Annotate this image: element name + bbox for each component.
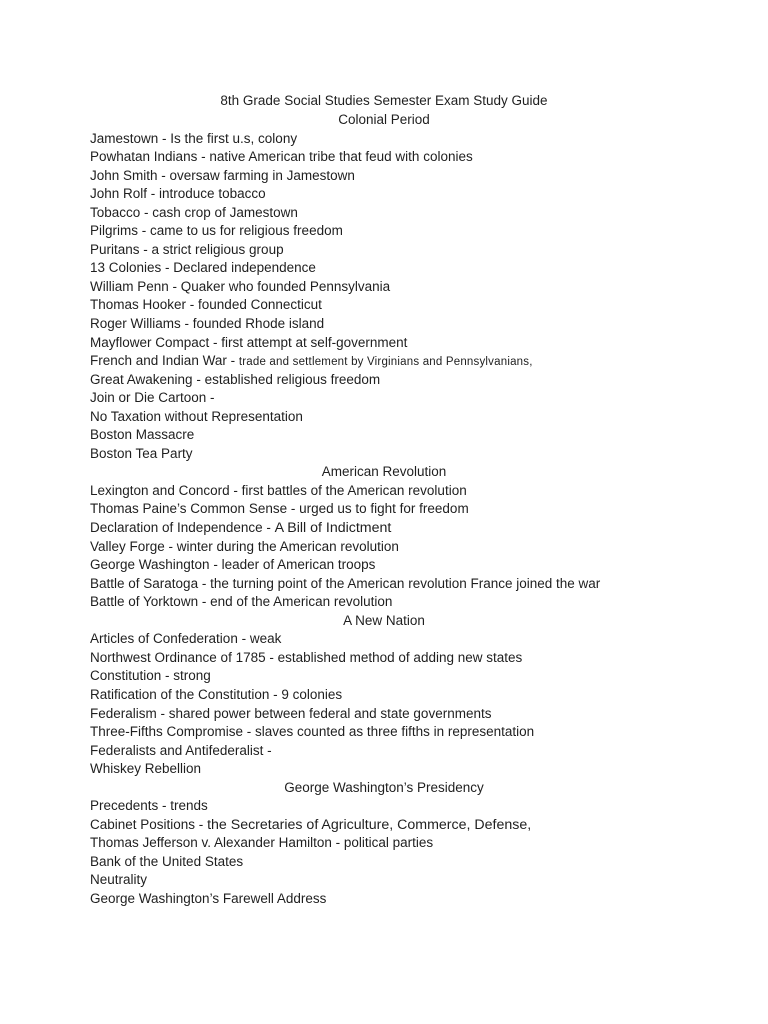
guide-line: [90, 371, 750, 390]
line-text: Mayflower Compact - first attempt at self-government: [90, 334, 408, 350]
guide-line: [90, 723, 750, 742]
guide-line: [90, 816, 750, 835]
guide-line: [90, 426, 750, 445]
guide-line: [90, 204, 750, 223]
line-text: Boston Tea Party: [90, 445, 193, 461]
guide-line: [90, 797, 750, 816]
line-text: Three-Fifths Compromise - slaves counted as three fifths in representation: [90, 724, 535, 740]
guide-line: [90, 130, 750, 149]
line-text: French and Indian War -: [90, 353, 239, 369]
line-text: Federalism - shared power between federal and state governments: [90, 705, 492, 721]
line-text: Roger Williams - founded Rhode island: [90, 316, 325, 332]
line-text: Thomas Hooker - founded Connecticut: [90, 297, 322, 313]
line-text: Pilgrims - came to us for religious freedom: [90, 223, 343, 239]
line-text: Battle of Saratoga - the turning point of the American revolution France joined the war: [90, 575, 601, 591]
line-text: Articles of Confederation - weak: [90, 631, 282, 647]
guide-line: [90, 296, 750, 315]
line-text: John Rolf - introduce tobacco: [90, 186, 266, 202]
line-text: Northwest Ordinance of 1785 - established method of adding new states: [90, 649, 523, 665]
guide-line: [90, 259, 750, 278]
guide-line: [90, 519, 750, 538]
line-text: Boston Massacre: [90, 427, 195, 443]
line-text: A New Nation: [343, 612, 425, 628]
line-text: William Penn - Quaker who founded Pennsylvania: [90, 278, 391, 294]
guide-line: [90, 760, 750, 779]
line-text: Join or Die Cartoon -: [90, 390, 215, 406]
line-text: No Taxation without Representation: [90, 408, 303, 424]
guide-line: [90, 705, 750, 724]
line-text: Battle of Yorktown - end of the American revolution: [90, 594, 393, 610]
line-text: Lexington and Concord - first battles of the American revolution: [90, 482, 467, 498]
guide-line: [90, 593, 750, 612]
guide-line: [90, 871, 750, 890]
line-text: Thomas Paine’s Common Sense - urged us to fight for freedom: [90, 501, 469, 517]
study-guide-lines: [90, 111, 750, 909]
guide-line: [90, 445, 750, 464]
guide-line: [90, 742, 750, 761]
line-text: John Smith - oversaw farming in Jamestown: [90, 167, 355, 183]
line-text: Great Awakening - established religious freedom: [90, 371, 381, 387]
guide-line: [90, 185, 750, 204]
line-text: George Washington - leader of American troops: [90, 557, 376, 573]
guide-line: [90, 667, 750, 686]
line-text: Whiskey Rebellion: [90, 761, 202, 777]
guide-line: [90, 352, 750, 371]
line-text: Cabinet Positions -: [90, 816, 208, 832]
guide-line: [90, 556, 750, 575]
section-heading: [90, 779, 678, 798]
line-text: Ratification of the Constitution - 9 colonies: [90, 686, 343, 702]
line-detail-text: trade and settlement by Virginians and Pennsylvanians,: [238, 356, 533, 369]
guide-line: [90, 853, 750, 872]
line-detail-text: the Secretaries of Agriculture, Commerce, Defense,: [207, 816, 532, 833]
line-text: Puritans - a strict religious group: [90, 241, 284, 257]
guide-line: [90, 334, 750, 353]
line-text: Neutrality: [90, 872, 148, 888]
line-text: Federalists and Antifederalist -: [90, 742, 272, 758]
guide-line: [90, 389, 750, 408]
guide-line: [90, 649, 750, 668]
guide-line: [90, 630, 750, 649]
guide-line: [90, 315, 750, 334]
guide-line: [90, 408, 750, 427]
guide-line: [90, 538, 750, 557]
guide-line: [90, 834, 750, 853]
line-text: Bank of the United States: [90, 853, 244, 869]
guide-line: [90, 278, 750, 297]
line-text: George Washington’s Presidency: [284, 779, 484, 795]
line-text: George Washington’s Farewell Address: [90, 890, 327, 906]
guide-line: [90, 482, 750, 501]
guide-line: [90, 500, 750, 519]
line-detail-text: A Bill of Indictment: [274, 520, 392, 537]
line-text: Constitution - strong: [90, 668, 211, 684]
guide-line: [90, 890, 750, 909]
section-heading: [90, 463, 678, 482]
line-text: 13 Colonies - Declared independence: [90, 260, 316, 276]
line-text: Colonial Period: [338, 112, 430, 127]
line-text: American Revolution: [321, 464, 447, 480]
guide-line: [90, 686, 750, 705]
line-text: Powhatan Indians - native American tribe that feud with colonies: [90, 149, 473, 165]
line-text: Valley Forge - winter during the American revolution: [90, 538, 399, 554]
line-text: Precedents - trends: [90, 798, 208, 814]
section-heading: [90, 612, 678, 631]
guide-line: [90, 148, 750, 167]
line-text: Jamestown - Is the first u.s, colony: [90, 130, 298, 146]
guide-line: [90, 575, 750, 594]
line-text: Thomas Jefferson v. Alexander Hamilton - political parties: [90, 835, 434, 851]
section-heading: [90, 111, 678, 130]
guide-line: [90, 241, 750, 260]
page-title: 8th Grade Social Studies Semester Exam Study Guide: [220, 93, 548, 108]
guide-line: [90, 222, 750, 241]
line-text: Tobacco - cash crop of Jamestown: [90, 204, 298, 220]
line-text: Declaration of Independence -: [90, 520, 275, 536]
guide-line: [90, 167, 750, 186]
